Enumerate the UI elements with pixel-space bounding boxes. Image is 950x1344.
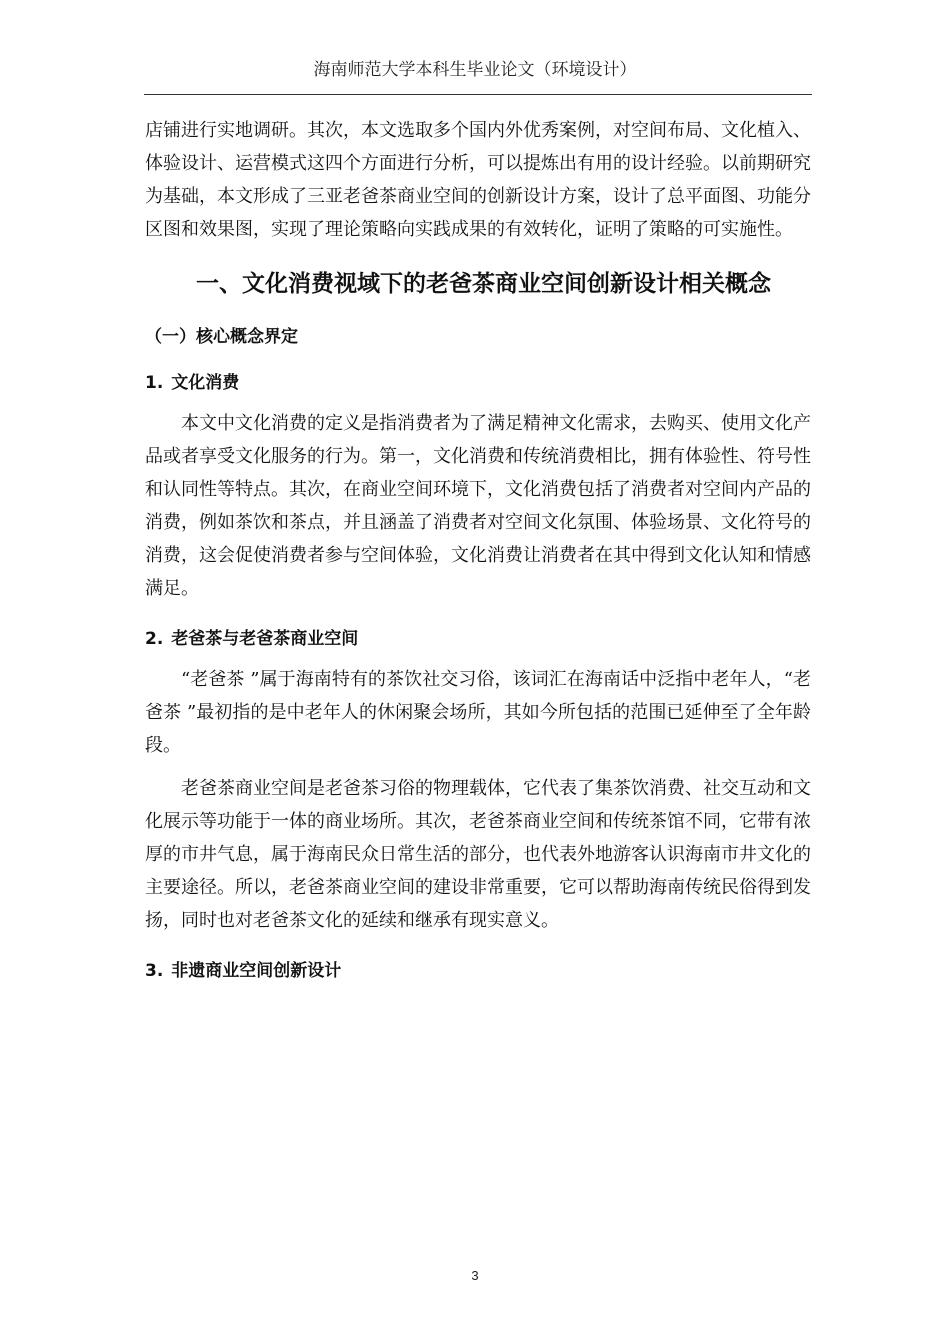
body-paragraph: 本文中文化消费的定义是指消费者为了满足精神文化需求，去购买、使用文化产品或者享受文化服务的行为。第一，文化消费和传统消费相比，拥有体验性、符号性和认同性等特点。其次，在商业空间环境下，文化消费包括了消费者对空间内产品的消费，例如茶饮和茶点，并且涵盖了消费者对空间文化氛围、体验场景、文化符号的消费，这会促使消费者参与空间体验，文化消费让消费者在其中得到文化认知和情感满足。 bbox=[145, 413, 811, 599]
subsection-number: 2. bbox=[145, 629, 164, 649]
page-content bbox=[145, 114, 811, 995]
section-title: （一）核心概念界定 bbox=[145, 327, 298, 347]
chapter-title: 一、文化消费视域下的老爸茶商业空间创新设计相关概念 bbox=[196, 271, 771, 297]
subsection-title: 非遗商业空间创新设计 bbox=[171, 961, 342, 981]
subsection-number: 3. bbox=[145, 961, 164, 981]
running-header: 海南师范大学本科生毕业论文（环境设计） bbox=[313, 60, 637, 80]
intro-paragraph: 店铺进行实地调研。其次，本文选取多个国内外优秀案例，对空间布局、文化植入、体验设计、运营模式这四个方面进行分析，可以提炼出有用的设计经验。以前期研究为基础，本文形成了三亚老爸茶商业空间的创新设计方案，设计了总平面图、功能分区图和效果图，实现了理论策略向实践成果的有效转化，证明了策略的可实施性。 bbox=[145, 120, 811, 240]
subsection-heading-2 bbox=[145, 627, 811, 651]
subsection-heading-1 bbox=[145, 371, 811, 395]
header-rule bbox=[144, 94, 812, 95]
subsection-heading-3 bbox=[145, 959, 811, 983]
page-number: 3 bbox=[471, 1268, 479, 1283]
body-paragraph: 老爸茶商业空间是老爸茶习俗的物理载体，它代表了集茶饮消费、社交互动和文化展示等功能于一体的商业场所。其次，老爸茶商业空间和传统茶馆不同，它带有浓厚的市井气息，属于海南民众日常生活的部分，也代表外地游客认识海南市井文化的主要途径。所以，老爸茶商业空间的建设非常重要，它可以帮助海南传统民俗得到发扬，同时也对老爸茶文化的延续和继承有现实意义。 bbox=[145, 778, 811, 931]
subsection-title: 文化消费 bbox=[171, 373, 240, 393]
subsection-title: 老爸茶与老爸茶商业空间 bbox=[171, 629, 359, 649]
body-paragraph: “老爸茶 ”属于海南特有的茶饮社交习俗，该词汇在海南话中泛指中老年人，“老爸茶 ”最初指的是中老年人的休闲聚会场所，其如今所包括的范围已延伸至了全年龄段。 bbox=[145, 669, 811, 756]
subsection-number: 1. bbox=[145, 373, 164, 393]
